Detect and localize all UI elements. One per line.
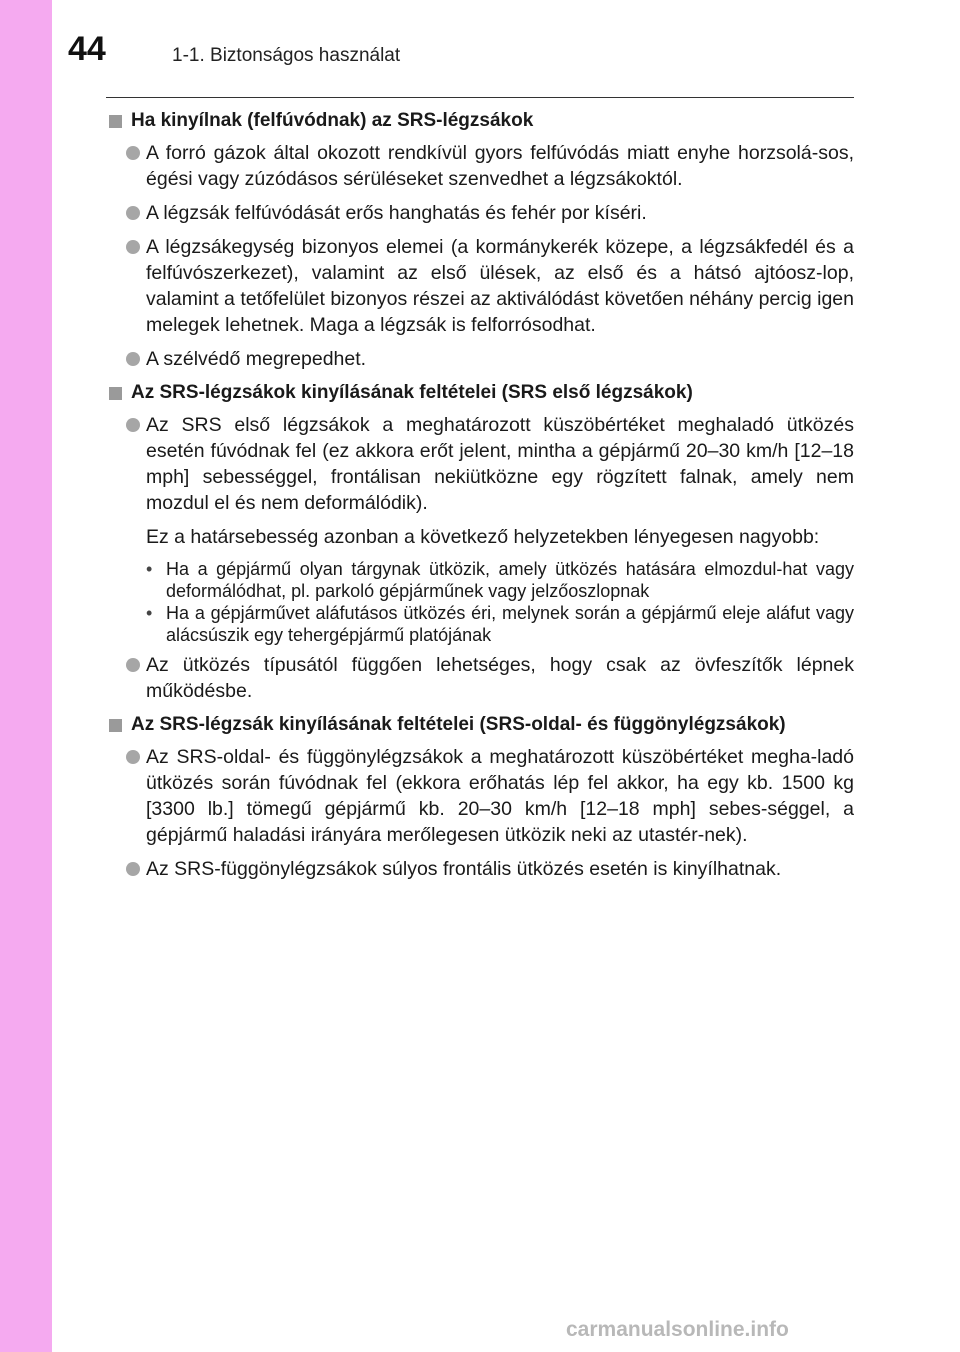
circle-bullet-icon [126, 146, 140, 160]
chapter-title: 1-1. Biztonságos használat [172, 45, 401, 66]
paragraph: Ez a határsebesség azonban a következő helyzetekben lényegesen nagyobb: [146, 526, 820, 548]
dot-bullet-icon: • [146, 603, 153, 623]
list-item-text: A légzsák felfúvódását erős hanghatás és fehér por kíséri. [146, 202, 647, 224]
circle-bullet-icon [126, 658, 140, 672]
list-item [126, 652, 854, 704]
list-item-text: A szélvédő megrepedhet. [146, 348, 367, 370]
list-item [126, 234, 854, 338]
page-number: 44 [68, 30, 106, 68]
header-divider [106, 97, 854, 98]
square-bullet-icon [109, 719, 122, 732]
watermark-text: carmanualsonline.info [566, 1318, 789, 1341]
section-heading-text: Az SRS-légzsákok kinyílásának feltételei (SRS első légzsákok) [131, 382, 693, 403]
sub-list-item [146, 602, 854, 646]
circle-bullet-icon [126, 206, 140, 220]
list-item-text: A légzsákegység bizonyos elemei (a kormánykerék közepe, a légzsákfedél és a felfúvószerkezet), valamint az első ülések, az első és a hátsó ajtóosz-lop, valamint a tetőfelület bizonyos részei az aktiválódást követően néhány percig igen melegek lehetnek. Maga a légzsák is felforrósodhat. [146, 236, 854, 336]
side-color-bar [0, 0, 52, 1352]
sub-list-item-text: Ha a gépjárművet aláfutásos ütközés éri, melynek során a gépjármű eleje aláfut vagy alácsúszik egy tehergépjármű platójának [166, 603, 854, 645]
list-item [126, 412, 854, 516]
circle-bullet-icon [126, 240, 140, 254]
section-heading [106, 380, 854, 406]
list-item [126, 346, 854, 372]
list-item-text: Az SRS első légzsákok a meghatározott küszöbértéket meghaladó ütközés esetén fúvódnak fel (ez akkora erőt jelent, mintha a gépjármű 20–30 km/h [12–18 mph] sebességgel, frontálisan nekiütközne egy rögzített falnak, amely nem mozdul el és nem deformálódik). [146, 414, 854, 514]
circle-bullet-icon [126, 862, 140, 876]
list-item [126, 200, 854, 226]
dot-bullet-icon: • [146, 559, 153, 579]
list-item-text: Az SRS-oldal- és függönylégzsákok a meghatározott küszöbértéket megha-ladó ütközés során fúvódnak fel (ekkora erőhatás lép fel akkor, ha egy kb. 1500 kg [3300 lb.] tömegű gépjármű kb. 20–30 km/h [12–18 mph] sebes-séggel, a gépjármű haladási irányára merőlegesen ütközik neki az utastér-nek). [146, 746, 854, 846]
list-item-text: Az SRS-függönylégzsákok súlyos frontális ütközés esetén is kinyílhatnak. [146, 858, 782, 880]
page-content [106, 108, 854, 890]
sub-list-item [146, 558, 854, 602]
square-bullet-icon [109, 115, 122, 128]
sub-list-item-text: Ha a gépjármű olyan tárgynak ütközik, amely ütközés hatására elmozdul-hat vagy deformálódhat, pl. parkoló gépjárműnek vagy jelzőoszlopnak [166, 559, 854, 601]
list-item-text: A forró gázok által okozott rendkívül gyors felfúvódás miatt enyhe horzsolá-sos, égési vagy zúzódásos sérüléseket szenvedhet a légzsákoktól. [146, 142, 854, 190]
list-item-text: Az ütközés típusától függően lehetséges, hogy csak az övfeszítők lépnek működésbe. [146, 654, 854, 702]
section-heading [106, 108, 854, 134]
circle-bullet-icon [126, 750, 140, 764]
square-bullet-icon [109, 387, 122, 400]
section-heading-text: Ha kinyílnak (felfúvódnak) az SRS-légzsákok [131, 110, 534, 131]
list-item [126, 140, 854, 192]
section-heading [106, 712, 854, 738]
list-item [126, 856, 854, 882]
list-item [126, 744, 854, 848]
section-heading-text: Az SRS-légzsák kinyílásának feltételei (SRS-oldal- és függönylégzsákok) [131, 714, 786, 735]
circle-bullet-icon [126, 418, 140, 432]
circle-bullet-icon [126, 352, 140, 366]
